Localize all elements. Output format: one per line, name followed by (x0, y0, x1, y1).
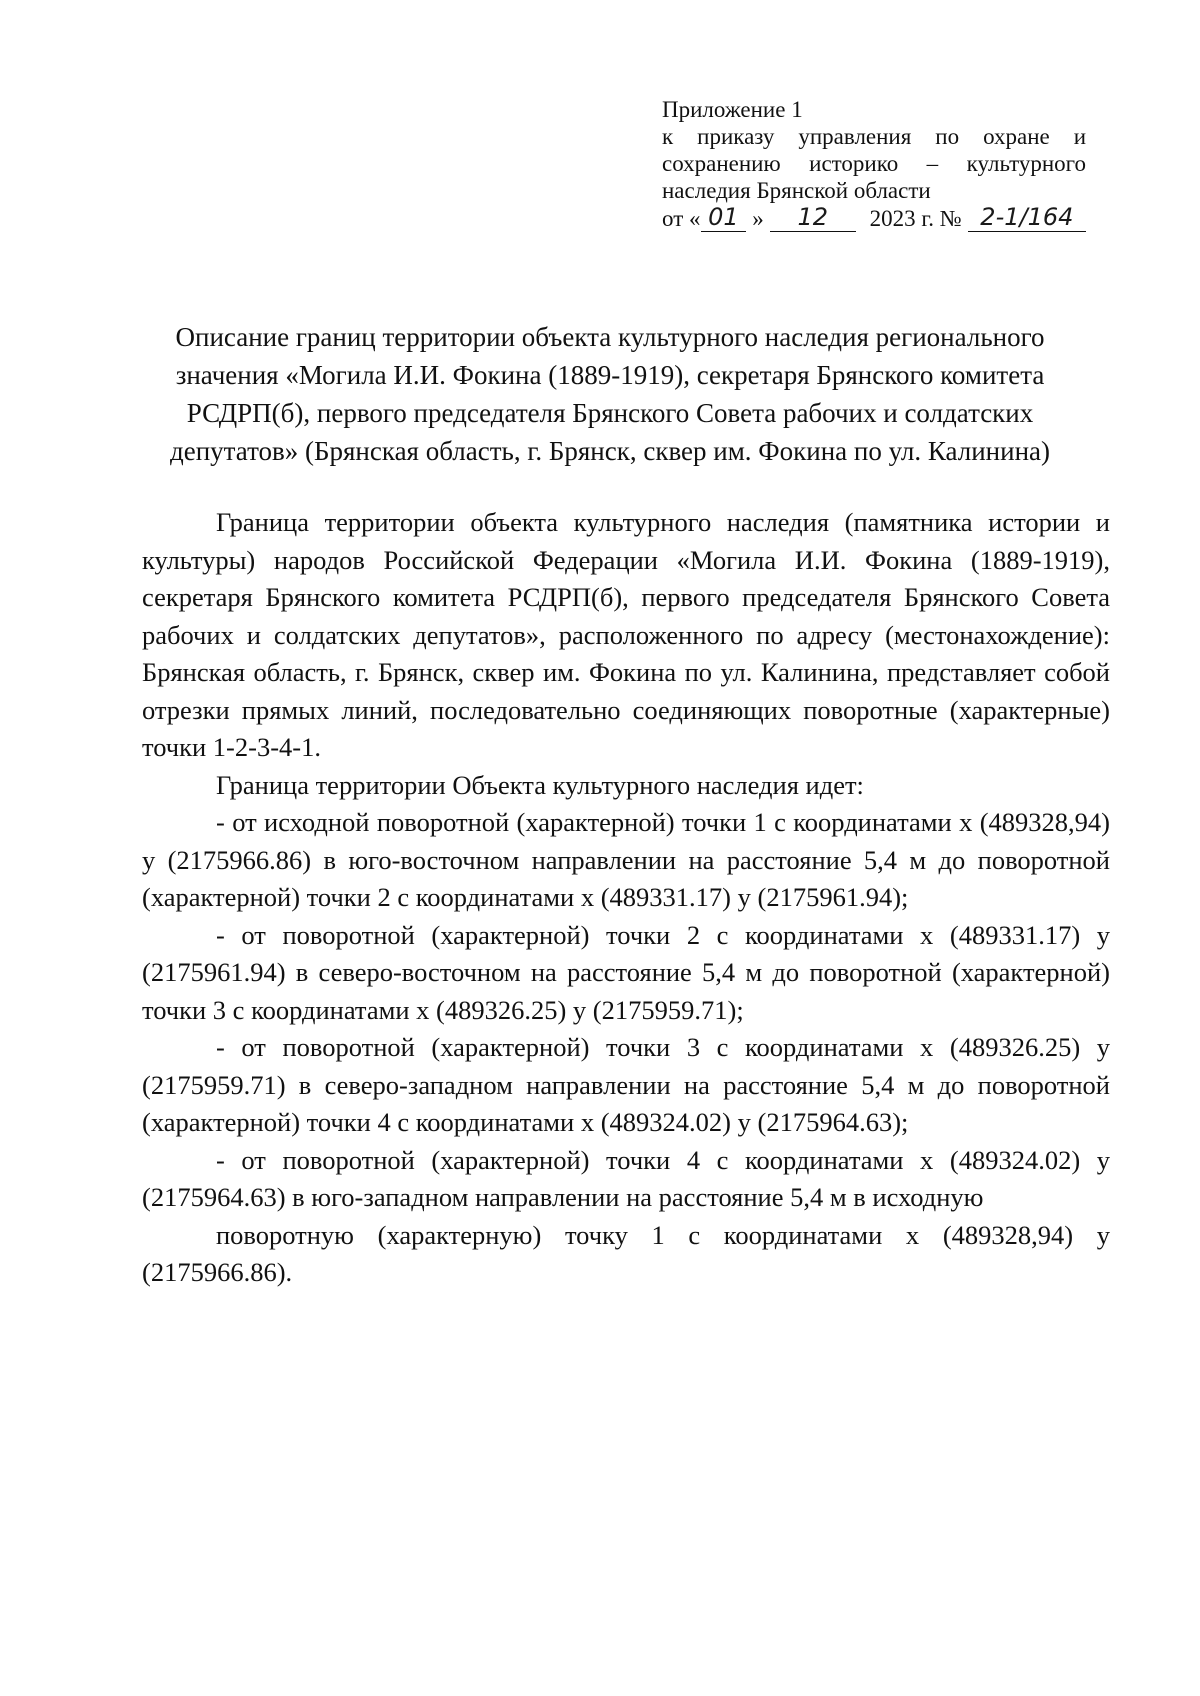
date-day: 01 (701, 204, 747, 232)
segment-4-1: - от поворотной (характерной) точки 4 с координатами х (489324.02) у (2175964.63) в юго-западном направлении на расстояние 5,4 м в исходную (142, 1144, 1110, 1212)
segment-1-2: - от исходной поворотной (характерной) точки 1 с координатами х (489328,94) у (2175966.86) в юго-восточном направлении на расстояние 5,4 м до поворотной (характерной) точки 2 с координатами х (489331.17) у (2175961.94); (142, 807, 1110, 912)
segment-3-4: - от поворотной (характерной) точки 3 с координатами х (489326.25) у (2175959.71) в северо-западном направлении на расстояние 5,4 м до поворотной (характерной) точки 4 с координатами х (489324.02) у (2175964.63); (142, 1032, 1110, 1137)
appendix-line-2: к приказу управления по охране и (662, 124, 1086, 149)
appendix-header (662, 96, 1086, 232)
document-title: Описание границ территории объекта культурного наследия регионального значения «Могила И.И. Фокина (1889-1919), секретаря Брянского комитета РСДРП(б), первого председателя Брянского Совета рабочих и солдатских депутатов» (Брянская область, г. Брянск, сквер им. Фокина по ул. Калинина) (169, 322, 1050, 466)
segment-2-3: - от поворотной (характерной) точки 2 с координатами х (489331.17) у (2175961.94) в северо-восточном на расстояние 5,4 м до поворотной (характерной) точки 3 с координатами х (489326.25) у (2175959.71); (142, 919, 1110, 1025)
appendix-date-line (662, 204, 1086, 232)
boundary-intro: Граница территории Объекта культурного наследия идет: (216, 769, 864, 800)
appendix-line-3: сохранению историко – культурного (662, 151, 1086, 176)
date-mid: » (752, 206, 764, 231)
boundary-description: Граница территории объекта культурного наследия (памятника истории и культуры) народов Российской Федерации «Могила И.И. Фокина (1889-1919), секретаря Брянского комитета РСДРП(б), первого председателя Брянского Совета рабочих и солдатских депутатов», расположенного по адресу (местонахождение): Брянская область, г. Брянск, сквер им. Фокина по ул. Калинина, представляет собой отрезки прямых линий, последовательно соединяющих поворотные (характерные) точки 1-2-3-4-1. (142, 507, 1110, 762)
document-body (142, 504, 1110, 1292)
date-prefix: от « (662, 206, 701, 231)
appendix-title: Приложение 1 (662, 97, 803, 122)
date-year: 2023 г. № (869, 206, 962, 231)
appendix-line-4: наследия Брянской области (662, 178, 931, 203)
segment-final-point: поворотную (характерную) точку 1 с координатами х (489328,94) у (2175966.86). (142, 1219, 1110, 1287)
order-number: 2-1/164 (968, 204, 1086, 232)
date-month: 12 (770, 204, 856, 232)
